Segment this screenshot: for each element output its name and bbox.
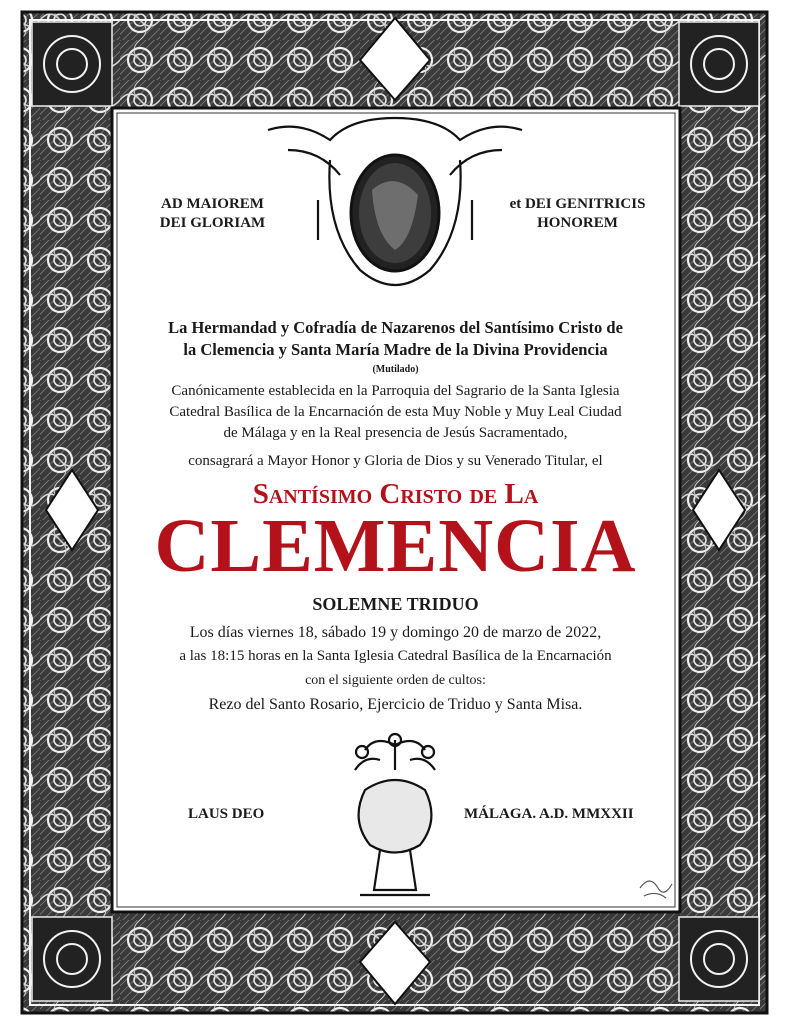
right-motto-line2: HONOREM (537, 215, 618, 231)
event-time-place: a las 18:15 horas en la Santa Iglesia Catedral Basílica de la Encarnación (179, 648, 612, 664)
event-heading: SOLEMNE TRIDUO (312, 594, 479, 614)
title-line2: CLEMENCIA (154, 504, 637, 588)
title-line1: Santísimo Cristo de La (252, 478, 539, 510)
dedication-text: consagrará a Mayor Honor y Gloria de Dios y su Venerado Titular, el (188, 453, 603, 469)
establishment-text (120, 381, 671, 444)
brotherhood-name-line2: la Clemencia y Santa María Madre de la Divina Providencia (183, 340, 608, 359)
brotherhood-name (120, 317, 671, 361)
establishment-line3: de Málaga y en la Real presencia de Jesús Sacramentado, (223, 425, 568, 441)
right-motto-line1: et DEI GENITRICIS (509, 196, 646, 212)
left-motto-line1: AD MAIOREM (161, 196, 264, 212)
event-order-intro: con el siguiente orden de cultos: (305, 673, 486, 688)
right-motto (495, 195, 660, 233)
event-order: Rezo del Santo Rosario, Ejercicio de Triduo y Santa Misa. (208, 696, 583, 713)
event-dates: Los días viernes 18, sábado 19 y domingo 20 de marzo de 2022, (189, 624, 602, 641)
left-motto (140, 195, 285, 233)
establishment-line2: Catedral Basílica de la Encarnación de esta Muy Noble y Muy Leal Ciudad (169, 404, 622, 420)
brotherhood-subtitle: (Mutilado) (372, 364, 419, 375)
brotherhood-name-line1: La Hermandad y Cofradía de Nazarenos del Santísimo Cristo de (168, 318, 623, 337)
footer-right: MÁLAGA. A.D. MMXXII (464, 806, 634, 822)
establishment-line1: Canónicamente establecida en la Parroquia del Sagrario de la Santa Iglesia (171, 383, 620, 399)
left-motto-line2: DEI GLORIAM (159, 215, 266, 231)
footer-left: LAUS DEO (188, 806, 265, 822)
